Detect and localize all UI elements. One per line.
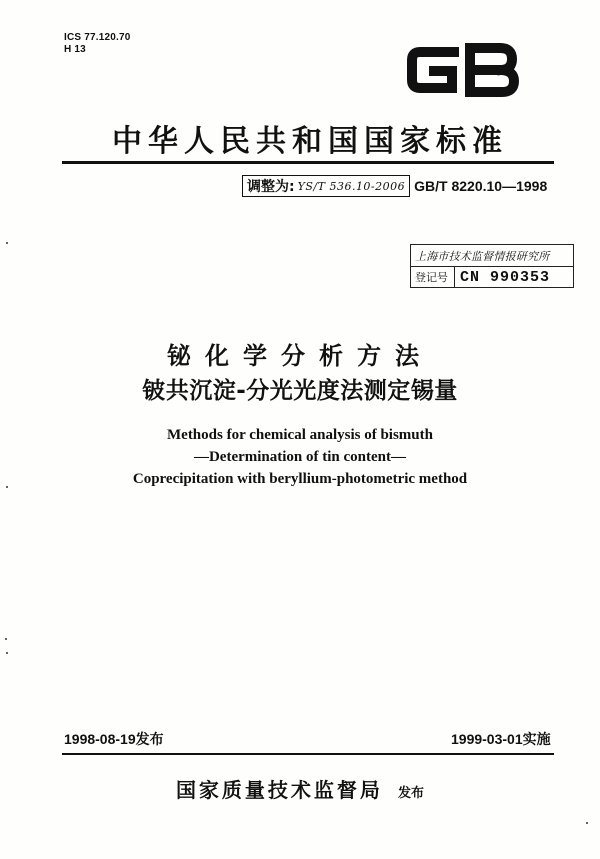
heading-rule xyxy=(62,161,554,164)
publisher-name: 国家质量技术监督局 xyxy=(175,778,383,802)
publish-label: 发布 xyxy=(398,786,425,801)
english-title-line-2: —Determination of tin content— xyxy=(193,449,407,465)
ccs-code: H 13 xyxy=(64,44,86,55)
chinese-title-line-2: 铍共沉淀-分光光度法测定锡量 xyxy=(142,378,458,404)
adjustment-stamp-box xyxy=(242,175,410,197)
english-title xyxy=(0,424,600,490)
stamp-organization-row xyxy=(411,245,573,266)
standard-number: GB/T 8220.10—1998 xyxy=(414,178,548,194)
english-title-line-1: Methods for chemical analysis of bismuth xyxy=(167,427,433,443)
registration-label: 登记号 xyxy=(411,267,455,288)
issue-date: 1998-08-19发布 xyxy=(64,731,164,747)
implementation-date: 1999-03-01实施 xyxy=(451,731,551,747)
gb-standard-logo-icon xyxy=(404,42,522,98)
scan-speck xyxy=(6,242,8,244)
classification-codes xyxy=(64,32,131,56)
scan-speck xyxy=(5,638,7,640)
adjustment-handwritten-number: YS/T 536.10-2006 xyxy=(297,179,406,193)
national-standard-heading: 中华人民共和国国家标准 xyxy=(112,124,508,159)
date-rule xyxy=(62,753,554,755)
scan-speck xyxy=(6,486,8,488)
ics-code: ICS 77.120.70 xyxy=(64,32,131,43)
scan-speck xyxy=(586,822,588,824)
standard-number-line xyxy=(242,174,547,198)
stamp-organization: 上海市技术监督情报研究所 xyxy=(415,249,550,263)
registration-number: CN 990353 xyxy=(460,269,551,286)
english-title-line-3: Coprecipitation with beryllium-photometric method xyxy=(132,471,468,487)
scan-speck xyxy=(6,652,8,654)
stamp-registration-row xyxy=(411,266,573,288)
adjustment-label: 调整为: xyxy=(247,179,295,195)
publisher-line xyxy=(0,774,600,803)
chinese-title-line-1: 铋化学分析方法 xyxy=(167,342,433,370)
library-registration-stamp xyxy=(410,244,574,288)
